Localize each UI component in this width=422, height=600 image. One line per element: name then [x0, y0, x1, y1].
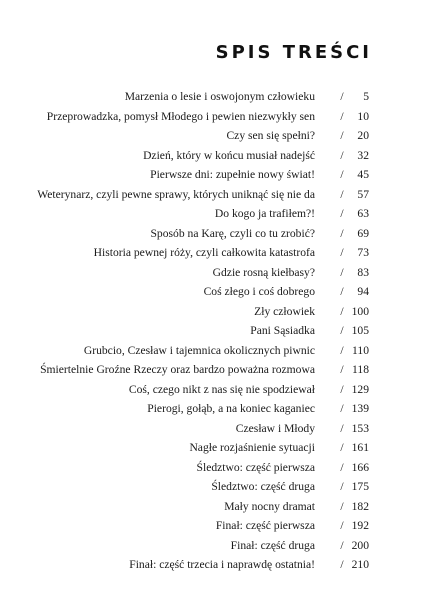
toc-entry	[0, 321, 422, 341]
toc-entry	[0, 536, 422, 556]
toc-separator: /	[340, 558, 344, 571]
toc-separator: /	[340, 538, 344, 552]
toc-entry-title: Coś złego i coś dobrego	[203, 285, 315, 298]
toc-entry-title: Gdzie rosną kiełbasy?	[212, 265, 315, 279]
toc-entry-title: Pierwsze dni: zupełnie nowy świat!	[150, 168, 315, 181]
toc-entry	[0, 263, 422, 283]
toc-separator: /	[340, 148, 344, 162]
toc-entry-title: Finał: część druga	[230, 538, 315, 552]
toc-page-number: 175	[351, 480, 369, 493]
toc-separator: /	[340, 129, 344, 142]
toc-page-number: 45	[357, 168, 369, 181]
toc-entry-title: Śledztwo: część druga	[211, 480, 315, 493]
toc-entry	[0, 438, 422, 458]
page-title: SPIS TREŚCI	[215, 42, 372, 63]
toc-entry	[0, 458, 422, 478]
toc-page-number: 83	[357, 265, 369, 279]
toc-entry-title: Do kogo ja trafiłem?!	[214, 207, 315, 220]
toc-page-number: 20	[357, 129, 369, 142]
toc-entry	[0, 477, 422, 497]
toc-entry-title: Weterynarz, czyli pewne sprawy, których uniknąć się nie da	[37, 187, 315, 201]
toc-entry	[0, 419, 422, 439]
toc-page-number: 192	[351, 519, 369, 532]
toc-separator: /	[340, 499, 344, 513]
toc-entry-title: Czesław i Młody	[235, 421, 315, 435]
toc-entry-title: Pierogi, gołąb, a na koniec kaganiec	[147, 402, 315, 415]
toc-page-number: 57	[357, 187, 369, 201]
toc-page-number: 32	[357, 148, 369, 162]
toc-entry-title: Pani Sąsiadka	[250, 324, 315, 337]
toc-entry	[0, 516, 422, 536]
toc-page-number: 110	[352, 343, 369, 357]
toc-separator: /	[340, 207, 344, 220]
toc-page-number: 210	[351, 558, 369, 571]
toc-page-number: 161	[351, 441, 369, 454]
toc-entry	[0, 243, 422, 263]
toc-entry-title: Dzień, który w końcu musiał nadejść	[143, 148, 315, 162]
toc-entry	[0, 360, 422, 380]
toc-entry-title: Sposób na Karę, czyli co tu zrobić?	[150, 226, 315, 240]
toc-entry-title: Marzenia o lesie i oswojonym człowieku	[124, 90, 315, 103]
toc-entry	[0, 302, 422, 322]
toc-page-number: 118	[352, 363, 369, 376]
toc-page-number: 63	[357, 207, 369, 220]
toc-separator: /	[340, 324, 344, 337]
toc-page-number: 153	[351, 421, 369, 435]
toc-entry	[0, 341, 422, 361]
toc-separator: /	[340, 226, 344, 240]
toc-separator: /	[340, 285, 344, 298]
toc-entry	[0, 87, 422, 107]
toc-separator: /	[340, 460, 344, 474]
toc-entry-title: Finał: część trzecia i naprawdę ostatnia!	[129, 558, 315, 571]
toc-entry-title: Czy sen się spełni?	[226, 129, 315, 142]
toc-entry	[0, 185, 422, 205]
toc-entry	[0, 165, 422, 185]
toc-page-number: 200	[351, 538, 369, 552]
toc-separator: /	[340, 168, 344, 181]
toc-page-number: 139	[351, 402, 369, 415]
toc-page-number: 69	[357, 226, 369, 240]
toc-entry	[0, 497, 422, 517]
toc-page-number: 100	[351, 304, 369, 318]
toc-entry-title: Finał: część pierwsza	[215, 519, 315, 532]
toc-entry-title: Przeprowadzka, pomysł Młodego i pewien niezwykły sen	[46, 109, 315, 123]
toc-separator: /	[340, 109, 344, 123]
toc-separator: /	[340, 246, 344, 259]
toc-separator: /	[340, 441, 344, 454]
toc-entry	[0, 380, 422, 400]
toc-page-number: 94	[357, 285, 369, 298]
toc-entry	[0, 282, 422, 302]
toc-entry	[0, 146, 422, 166]
toc-entry	[0, 107, 422, 127]
toc-separator: /	[340, 402, 344, 415]
toc-entry-title: Coś, czego nikt z nas się nie spodziewał	[128, 382, 315, 396]
toc-entry-title: Mały nocny dramat	[224, 499, 315, 513]
toc-page-number: 5	[363, 90, 369, 103]
toc-entry-title: Grubcio, Czesław i tajemnica okolicznych piwnic	[83, 343, 315, 357]
toc-entry-title: Zły człowiek	[254, 304, 315, 318]
toc-page-number: 10	[357, 109, 369, 123]
toc-page-number: 166	[351, 460, 369, 474]
toc-entry	[0, 224, 422, 244]
toc-entry-title: Nagłe rozjaśnienie sytuacji	[189, 441, 315, 454]
toc-separator: /	[340, 343, 344, 357]
toc-entry-title: Śmiertelnie Groźne Rzeczy oraz bardzo poważna rozmowa	[40, 363, 315, 376]
toc-page-number: 73	[357, 246, 369, 259]
toc-entry	[0, 126, 422, 146]
toc-entry	[0, 555, 422, 575]
toc-separator: /	[340, 363, 344, 376]
toc-entry	[0, 399, 422, 419]
toc-separator: /	[340, 519, 344, 532]
toc-separator: /	[340, 382, 344, 396]
toc-separator: /	[340, 480, 344, 493]
toc-page-number: 129	[351, 382, 369, 396]
toc-separator: /	[340, 421, 344, 435]
toc-entry-title: Śledztwo: część pierwsza	[196, 460, 315, 474]
table-of-contents	[0, 87, 422, 575]
toc-separator: /	[340, 90, 344, 103]
toc-page-number: 105	[351, 324, 369, 337]
toc-page-number: 182	[351, 499, 369, 513]
toc-entry-title: Historia pewnej róży, czyli całkowita katastrofa	[93, 246, 315, 259]
toc-separator: /	[340, 304, 344, 318]
toc-separator: /	[340, 265, 344, 279]
toc-entry	[0, 204, 422, 224]
toc-separator: /	[340, 187, 344, 201]
